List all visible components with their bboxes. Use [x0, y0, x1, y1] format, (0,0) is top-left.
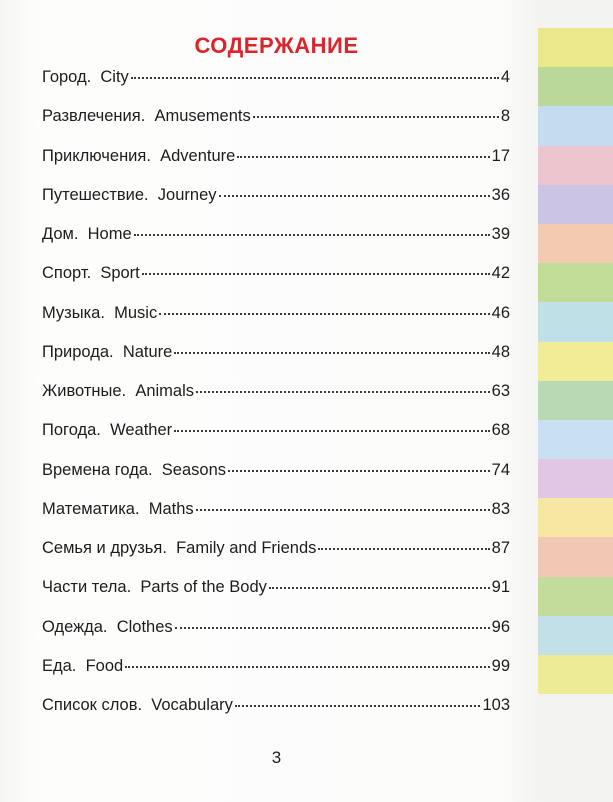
dot-leader	[219, 195, 490, 197]
toc-entry-english: Sport	[100, 264, 140, 283]
dot-leader	[134, 234, 490, 236]
toc-entry	[42, 539, 510, 578]
dot-leader	[253, 116, 499, 118]
toc-entry-english: Clothes	[116, 617, 173, 636]
toc-entry-page: 42	[491, 264, 510, 283]
toc-entry-english: Family and Friends	[176, 539, 317, 557]
toc-entry-label	[42, 696, 233, 715]
toc-entry-page: 4	[500, 68, 510, 86]
toc-entry	[42, 186, 510, 225]
toc-entry-label	[42, 500, 194, 519]
dot-leader	[228, 470, 490, 472]
color-tab	[538, 302, 613, 341]
color-tabs	[538, 28, 613, 694]
toc-entry-page: 46	[491, 303, 510, 322]
toc-entry-page: 91	[491, 578, 510, 597]
toc-entry-russian: Музыка.	[42, 303, 105, 322]
toc-entry-page: 17	[491, 146, 510, 165]
dot-leader	[196, 391, 490, 393]
toc-entry-russian: Развлечения.	[42, 107, 146, 126]
dot-leader	[174, 352, 489, 354]
toc-entry	[42, 68, 510, 107]
toc-entry-russian: Список слов.	[42, 696, 143, 714]
dot-leader	[269, 587, 490, 589]
toc-entry-english: Weather	[110, 421, 173, 440]
toc-entry	[42, 343, 510, 382]
color-tab	[538, 224, 613, 263]
color-tab	[538, 28, 613, 67]
toc-entry	[42, 461, 510, 500]
toc-entry-label	[42, 461, 226, 480]
color-tab	[538, 263, 613, 302]
toc-entry-label	[42, 578, 267, 597]
toc-entry	[42, 696, 510, 735]
toc-entry-page: 39	[491, 225, 510, 243]
toc-entry-russian: Погода.	[42, 421, 101, 440]
dot-leader	[175, 627, 490, 629]
toc-entry-english: Amusements	[154, 107, 251, 126]
dot-leader	[125, 666, 489, 668]
toc-entry-label	[42, 382, 194, 401]
toc-entry-russian: Путешествие.	[42, 185, 149, 204]
toc-entry-english: Home	[87, 225, 132, 243]
color-tab	[538, 459, 613, 498]
toc-entry-russian: Спорт.	[42, 264, 92, 283]
toc-entry-english: City	[100, 68, 129, 86]
dot-leader	[131, 77, 499, 79]
toc-entry-label	[42, 618, 173, 637]
color-tab	[538, 420, 613, 459]
page-title: СОДЕРЖАНИЕ	[194, 33, 359, 58]
dot-leader	[174, 430, 490, 432]
color-tab	[538, 146, 613, 185]
dot-leader	[237, 156, 489, 158]
toc-entry-english: Journey	[157, 185, 217, 204]
toc-entry	[42, 264, 510, 303]
toc-entry-label	[42, 264, 140, 283]
toc-entry	[42, 225, 510, 264]
toc-entry-page: 96	[491, 617, 510, 636]
page-number: 3	[271, 748, 282, 767]
toc-entry	[42, 147, 510, 186]
toc-entry-label	[42, 225, 132, 244]
toc-entry	[42, 421, 510, 460]
toc-entry-page: 36	[491, 185, 510, 204]
color-tab	[538, 537, 613, 576]
toc-entry-label	[42, 68, 129, 87]
toc-entry-russian: Приключения.	[42, 146, 151, 165]
color-tab	[538, 106, 613, 145]
toc-entry-russian: Одежда.	[42, 617, 108, 636]
toc-entry-english: Vocabulary	[151, 696, 233, 714]
color-tab	[538, 616, 613, 655]
toc-entry-label	[42, 107, 251, 126]
toc-entry-russian: Еда.	[42, 656, 77, 675]
color-tab	[538, 381, 613, 420]
toc-entry-russian: Математика.	[42, 499, 140, 518]
toc-entry-label	[42, 421, 172, 440]
toc-entry-russian: Дом.	[42, 225, 79, 243]
toc-entry-page: 48	[491, 342, 510, 361]
toc-entry-page: 74	[491, 460, 510, 479]
color-tab	[538, 67, 613, 106]
toc-entry-russian: Природа.	[42, 342, 114, 361]
table-of-contents	[42, 68, 510, 735]
toc-entry-russian: Животные.	[42, 382, 127, 400]
toc-entry-english: Music	[114, 303, 158, 322]
toc-entry-label	[42, 657, 123, 676]
toc-entry	[42, 618, 510, 657]
toc-entry-label	[42, 304, 157, 323]
toc-entry-page: 99	[491, 656, 510, 675]
toc-entry-english: Nature	[122, 342, 173, 361]
toc-entry-russian: Времена года.	[42, 460, 153, 479]
toc-entry-page: 8	[500, 107, 510, 126]
toc-entry	[42, 578, 510, 617]
color-tab	[538, 185, 613, 224]
toc-entry-label	[42, 147, 235, 166]
toc-entry-label	[42, 186, 217, 205]
toc-entry-page: 68	[491, 421, 510, 440]
toc-entry-russian: Город.	[42, 68, 92, 86]
dot-leader	[318, 548, 489, 550]
toc-entry	[42, 382, 510, 421]
toc-entry-english: Parts of the Body	[140, 578, 267, 597]
dot-leader	[235, 705, 481, 707]
color-tab	[538, 498, 613, 537]
toc-entry-page: 103	[482, 696, 510, 714]
toc-entry-english: Food	[85, 656, 124, 675]
toc-entry	[42, 657, 510, 696]
color-tab	[538, 655, 613, 694]
toc-entry-label	[42, 539, 316, 558]
toc-entry-russian: Семья и друзья.	[42, 539, 167, 557]
toc-entry	[42, 107, 510, 146]
toc-entry-english: Adventure	[160, 146, 236, 165]
toc-entry-label	[42, 343, 172, 362]
toc-entry-page: 63	[491, 382, 510, 400]
toc-entry-russian: Части тела.	[42, 578, 132, 597]
toc-entry-english: Animals	[135, 382, 194, 400]
toc-entry	[42, 304, 510, 343]
toc-entry-page: 87	[491, 539, 510, 557]
dot-leader	[196, 509, 490, 511]
dot-leader	[159, 313, 489, 315]
color-tab	[538, 342, 613, 381]
toc-entry	[42, 500, 510, 539]
dot-leader	[142, 273, 490, 275]
color-tab	[538, 577, 613, 616]
toc-entry-english: Maths	[148, 499, 194, 518]
toc-entry-english: Seasons	[161, 460, 227, 479]
toc-entry-page: 83	[491, 499, 510, 518]
